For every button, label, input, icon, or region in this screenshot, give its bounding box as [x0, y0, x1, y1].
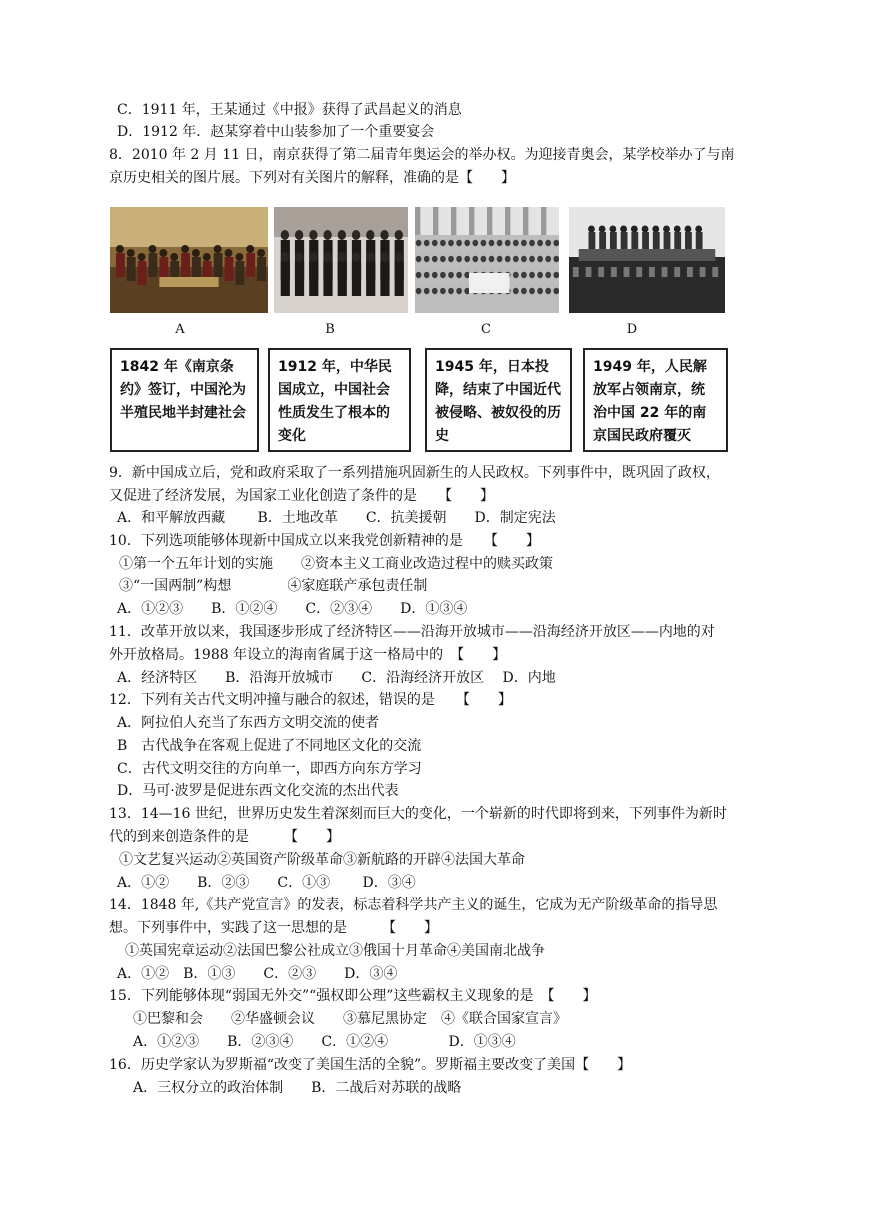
text-line: 9．新中国成立后，党和政府采取了一系列措施巩固新生的人民政权。下列事件中，既巩固了政权， — [109, 465, 720, 481]
photo-label: A — [175, 322, 185, 337]
text-line: A．经济特区 B．沿海开放城市 C．沿海经济开放区 D．内地 — [117, 670, 556, 686]
text-line: 代的到来创造条件的是 【 】 — [109, 829, 340, 845]
text-line: B 古代战争在客观上促进了不同地区文化的交流 — [117, 738, 422, 754]
photo-caption-box: 1945 年，日本投降，结束了中国近代被侵略、被奴役的历史 — [425, 348, 572, 452]
photo-label: D — [626, 322, 638, 337]
text-line: 14．1848 年,《共产党宣言》的发表，标志着科学共产主义的诞生，它成为无产阶级革命的指导思 — [109, 897, 718, 913]
photo-caption-box: 1842 年《南京条约》签订，中国沦为半殖民地半封建社会 — [110, 348, 259, 452]
text-line: D．1912 年．赵某穿着中山装参加了一个重要宴会 — [117, 124, 435, 140]
text-line: 京历史相关的图片展。下列对有关图片的解释，准确的是【 】 — [109, 170, 515, 186]
history-photo-b — [274, 207, 408, 313]
text-line: ①巴黎和会 ②华盛顿会议 ③慕尼黑协定 ④《联合国家宣言》 — [133, 1011, 567, 1027]
text-line: D．马可·波罗是促进东西文化交流的杰出代表 — [117, 783, 399, 799]
text-line: 15．下列能够体现“弱国无外交”“强权即公理”这些霸权主义现象的是 【 】 — [109, 988, 597, 1004]
text-line: A．①② B．①③ C．②③ D．③④ — [117, 966, 398, 982]
text-line: 又促进了经济发展，为国家工业化创造了条件的是 【 】 — [109, 488, 494, 504]
text-line: 13．14—16 世纪，世界历史发生着深刻而巨大的变化，一个崭新的时代即将到来，下列事件为新时 — [109, 806, 727, 822]
text-line: 12．下列有关古代文明冲撞与融合的叙述，错误的是 【 】 — [109, 692, 512, 708]
photo-caption-box: 1912 年，中华民国成立，中国社会性质发生了根本的变化 — [268, 348, 411, 452]
history-photo-a — [110, 207, 268, 313]
text-line: A．①②③ B．①②④ C．②③④ D．①③④ — [117, 601, 468, 617]
photo-label: C — [481, 322, 491, 337]
text-line: ③“一国两制”构想 ④家庭联产承包责任制 — [119, 578, 428, 594]
text-line: 外开放格局。1988 年设立的海南省属于这一格局中的 【 】 — [109, 647, 507, 663]
text-line: 想。下列事件中，实践了这一思想的是 【 】 — [109, 920, 438, 936]
text-line: C．古代文明交往的方向单一，即西方向东方学习 — [117, 761, 422, 777]
text-line: 8．2010 年 2 月 11 日，南京获得了第二届青年奥运会的举办权。为迎接青奥会，某学校举办了与南 — [109, 147, 735, 163]
text-line: A．和平解放西藏 B．土地改革 C．抗美援朝 D．制定宪法 — [117, 510, 556, 526]
text-line: ①英国宪章运动②法国巴黎公社成立③俄国十月革命④美国南北战争 — [125, 943, 545, 959]
text-line: C．1911 年，王某通过《中报》获得了武昌起义的消息 — [117, 102, 462, 118]
text-line: 11．改革开放以来，我国逐步形成了经济特区——沿海开放城市——沿海经济开放区——内地的对 — [109, 624, 715, 640]
text-line: ①文艺复兴运动②英国资产阶级革命③新航路的开辟④法国大革命 — [119, 852, 525, 868]
text-line: ①第一个五年计划的实施 ②资本主义工商业改造过程中的赎买政策 — [119, 556, 553, 572]
photo-caption-box: 1949 年，人民解放军占领南京，统治中国 22 年的南京国民政府覆灭 — [583, 348, 728, 452]
text-line: 10．下列选项能够体现新中国成立以来我党创新精神的是 【 】 — [109, 533, 540, 549]
text-line: A．①②③ B．②③④ C．①②④ D．①③④ — [133, 1034, 516, 1050]
text-line: A．①② B．②③ C．①③ D．③④ — [117, 875, 416, 891]
text-line: 16．历史学家认为罗斯福“改变了美国生活的全貌”。罗斯福主要改变了美国【 】 — [109, 1057, 632, 1073]
history-photo-c — [415, 207, 559, 313]
photo-label: B — [325, 322, 335, 337]
text-line: A．阿拉伯人充当了东西方文明交流的使者 — [117, 715, 380, 731]
text-line: A．三权分立的政治体制 B．二战后对苏联的战略 — [133, 1080, 462, 1096]
history-photo-d — [569, 207, 725, 313]
